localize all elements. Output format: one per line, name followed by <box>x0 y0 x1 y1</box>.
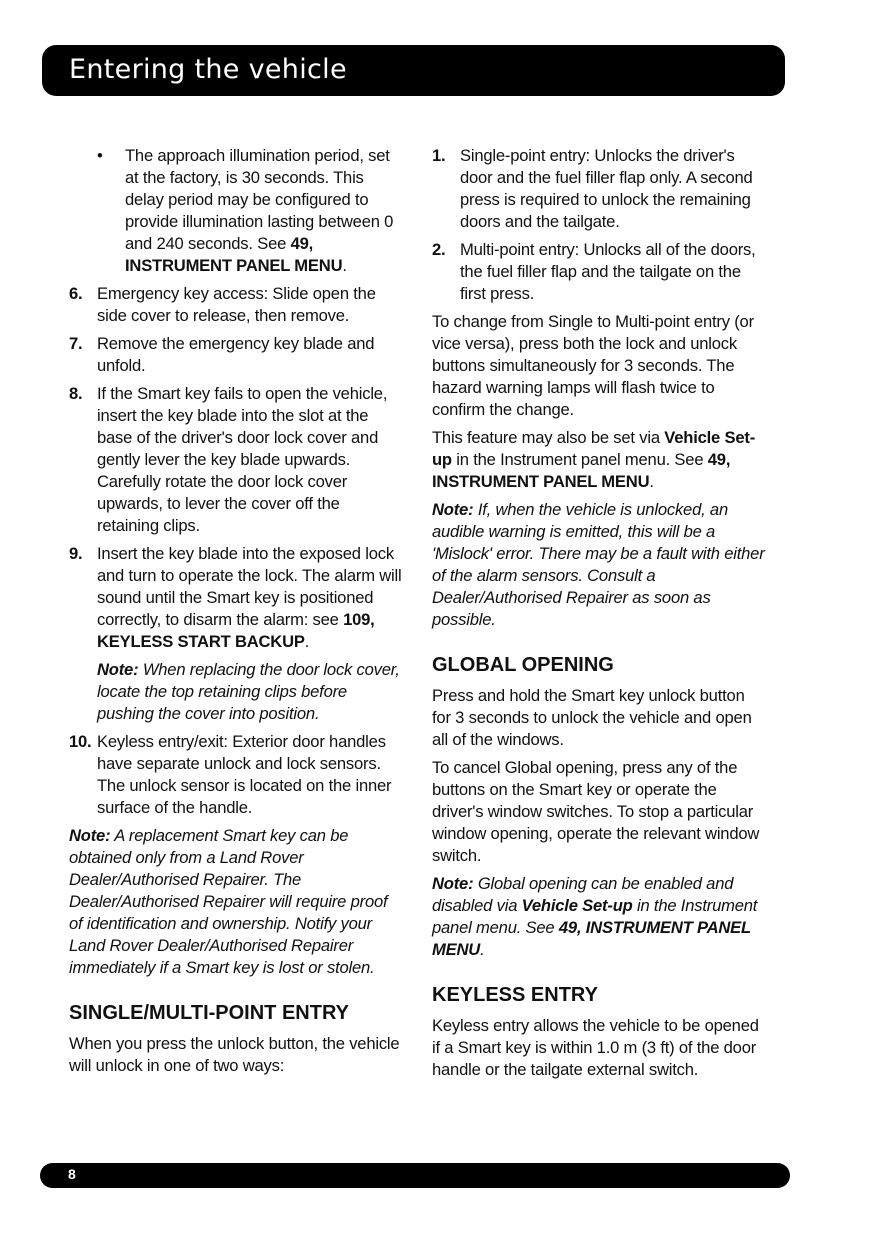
step-number: 8. <box>69 384 83 403</box>
step-number: 7. <box>69 334 83 353</box>
bullet-end: . <box>342 256 347 275</box>
step-text: Multi-point entry: Unlocks all of the doors, the fuel filler flap and the tailgate on the first press. <box>460 240 756 303</box>
paragraph-feature-setup <box>432 427 767 493</box>
step-number: 1. <box>432 146 446 165</box>
paragraph-cancel-global: To cancel Global opening, press any of the buttons on the Smart key or operate the driver's window switches. To stop a particular window opening, operate the relevant window switch. <box>432 758 760 865</box>
step-end: . <box>304 632 310 651</box>
note-end: . <box>480 940 485 959</box>
bullet-mark: • <box>97 146 103 165</box>
step-number: 9. <box>69 544 83 563</box>
page-footer <box>40 1163 790 1188</box>
step-6 <box>69 283 402 327</box>
step-text: Emergency key access: Slide open the side cover to release, then remove. <box>97 284 376 325</box>
bullet-illumination <box>69 145 402 277</box>
page-number: 8 <box>68 1166 76 1182</box>
note-door-lock-cover <box>69 659 402 725</box>
page-header <box>42 45 785 96</box>
step-number: 2. <box>432 240 446 259</box>
paragraph-unlock-ways: When you press the unlock button, the vehicle will unlock in one of two ways: <box>69 1034 400 1075</box>
step-text: If the Smart key fails to open the vehicle, insert the key blade into the slot at the base of the driver's door lock cover and gently lever the key blade upwards. Carefully rotate the door lock cover upwards, to lever the cover off the retaining clips. <box>97 384 388 535</box>
cross-reference[interactable]: 49, INSTRUMENT PANEL MENU <box>125 234 343 275</box>
note-text: A replacement Smart key can be obtained only from a Land Rover Dealer/Authorised Repairer. The Dealer/Authorised Repairer will require proof of identification and ownership. Notify your Land Rover Dealer/Authorised Repairer immediately if a Smart key is lost or stolen. <box>69 826 388 977</box>
step-text: Insert the key blade into the exposed lock and turn to operate the lock. The alarm will sound until the Smart key is positioned correctly, to disarm the alarm: see <box>97 544 402 629</box>
text: This feature may also be set via <box>432 428 665 447</box>
step-7 <box>69 333 402 377</box>
step-number: 10. <box>69 732 92 751</box>
note-mislock <box>432 499 767 631</box>
text: in the Instrument panel menu. See <box>451 450 708 469</box>
note-text: in the Instrument panel menu. See <box>432 896 758 937</box>
step-10 <box>69 731 402 819</box>
note-text: When replacing the door lock cover, locate the top retaining clips before pushing the cover into position. <box>97 660 400 723</box>
note-label: Note: <box>97 660 139 679</box>
step-number: 6. <box>69 284 83 303</box>
text-end: . <box>649 472 654 491</box>
note-label: Note: <box>432 874 474 893</box>
step-text: Single-point entry: Unlocks the driver's door and the fuel filler flap only. A second press is required to unlock the remaining doors and the tailgate. <box>460 146 753 231</box>
step-9 <box>69 543 402 653</box>
step-8 <box>69 383 402 537</box>
right-column <box>432 145 767 1087</box>
entry-mode-1 <box>432 145 767 233</box>
heading-single-multi-point-entry: SINGLE/MULTI-POINT ENTRY <box>69 1002 349 1024</box>
cross-reference[interactable]: 49, INSTRUMENT PANEL MENU <box>432 450 731 491</box>
note-replacement-key <box>69 825 402 979</box>
note-text: Global opening can be enabled and disabled via <box>432 874 734 915</box>
note-global-opening <box>432 873 767 961</box>
page-title: Entering the vehicle <box>69 54 347 85</box>
menu-reference: Vehicle Set-up <box>432 428 756 469</box>
paragraph-keyless-entry: Keyless entry allows the vehicle to be opened if a Smart key is within 1.0 m (3 ft) of the door handle or the tailgate external switch. <box>432 1016 759 1079</box>
note-text: If, when the vehicle is unlocked, an audible warning is emitted, this will be a 'Mislock' error. There may be a fault with either of the alarm sensors. Consult a Dealer/Authorised Repairer as soon as possible. <box>432 500 765 629</box>
bullet-text: The approach illumination period, set at the factory, is 30 seconds. This delay period may be configured to provide illumination lasting between 0 and 240 seconds. See <box>125 146 394 253</box>
paragraph-global-opening: Press and hold the Smart key unlock button for 3 seconds to unlock the vehicle and open all of the windows. <box>432 686 752 749</box>
cross-reference[interactable]: 49, INSTRUMENT PANEL MENU <box>432 918 751 959</box>
heading-keyless-entry: KEYLESS ENTRY <box>432 984 598 1006</box>
cross-reference[interactable]: 109, KEYLESS START BACKUP <box>97 610 375 651</box>
heading-global-opening: GLOBAL OPENING <box>432 654 614 676</box>
left-column <box>69 145 402 1083</box>
note-label: Note: <box>432 500 474 519</box>
menu-reference: Vehicle Set-up <box>521 896 633 915</box>
note-label: Note: <box>69 826 111 845</box>
entry-mode-2 <box>432 239 767 305</box>
step-text: Remove the emergency key blade and unfold. <box>97 334 375 375</box>
step-text: Keyless entry/exit: Exterior door handles have separate unlock and lock sensors. The unlock sensor is located on the inner surface of the handle. <box>97 732 392 817</box>
paragraph-change-mode: To change from Single to Multi-point entry (or vice versa), press both the lock and unlock buttons simultaneously for 3 seconds. The hazard warning lamps will flash twice to confirm the change. <box>432 312 754 419</box>
